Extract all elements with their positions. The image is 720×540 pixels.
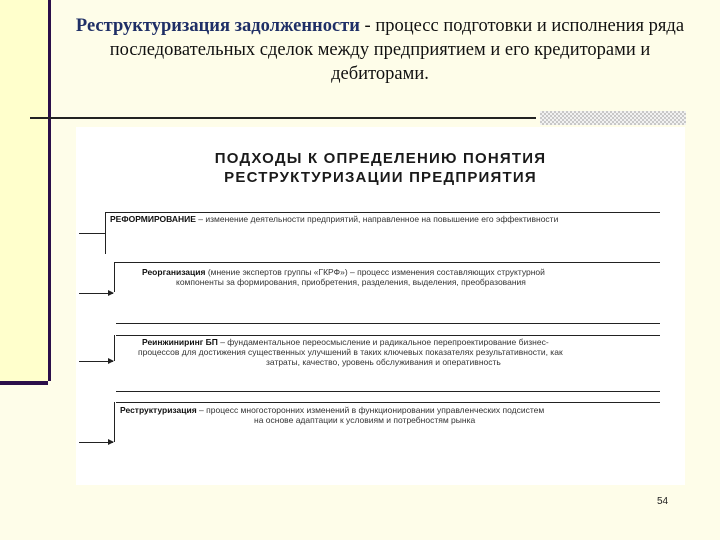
definition-reorganization-line-1: (мнение экспертов группы «ГКРФ») – процесс изменения составляющих структурной xyxy=(205,267,545,277)
definition-reengineering-line-3: затраты, качество, уровень обслуживания и оперативность xyxy=(266,357,501,367)
page-number: 54 xyxy=(657,496,669,507)
item-4-inner-rule xyxy=(116,402,660,403)
arrow-restructuring xyxy=(79,442,113,443)
definition-reengineering-line-1: – фундаментальное переосмысление и радикальное перепроектирование бизнес- xyxy=(217,337,549,347)
definition-restructuring-line-1: – процесс многосторонних изменений в функционировании управленческих подсистем xyxy=(196,405,545,415)
left-accent-strip xyxy=(0,0,51,381)
definition-reorganization-line-2: компоненты за формирования, приобретения, разделения, выделения, преобразования xyxy=(176,277,526,287)
term-reorganization: Реорганизация xyxy=(142,267,206,277)
diagram-heading-line-1: ПОДХОДЫ К ОПРЕДЕЛЕНИЮ ПОНЯТИЯ xyxy=(214,150,547,167)
item-2-left-rule xyxy=(114,262,115,292)
item-3-inner-rule xyxy=(116,335,660,336)
title-term: Реструктуризация задолженности xyxy=(75,16,360,36)
diagram-heading xyxy=(76,149,685,187)
connector-vertical xyxy=(105,212,106,254)
definition-reforming-text: – изменение деятельности предприятий, направленное на повышение его эффективности xyxy=(195,214,559,224)
item-1-top-rule xyxy=(105,212,660,213)
term-reforming: РЕФОРМИРОВАНИЕ xyxy=(110,214,196,224)
diagram-panel xyxy=(76,127,685,485)
item-4-top-rule xyxy=(116,391,660,392)
arrow-reengineering xyxy=(79,361,113,362)
definition-restructuring-line-2: на основе адаптации к условиям и потребностям рынка xyxy=(254,415,476,425)
item-3-left-rule xyxy=(114,335,115,361)
term-reengineering: Реинжиниринг БП xyxy=(142,337,218,347)
item-4-left-rule xyxy=(114,402,115,442)
diagram-heading-line-2: РЕСТРУКТУРИЗАЦИИ ПРЕДПРИЯТИЯ xyxy=(224,169,537,186)
title-divider-pattern xyxy=(540,111,686,125)
arrow-reorganization xyxy=(79,293,113,294)
definition-reengineering-line-2: процессов для достижения существенных улучшений в таких ключевых показателях результативности, как xyxy=(138,347,563,357)
item-1-bottom-rule xyxy=(114,262,660,263)
title-divider xyxy=(30,117,536,119)
term-restructuring: Реструктуризация xyxy=(120,405,197,415)
definition-reforming xyxy=(110,214,558,225)
connector-top-branch xyxy=(79,233,105,234)
slide-title xyxy=(60,14,700,86)
item-3-top-rule xyxy=(116,323,660,324)
left-accent-strip-base xyxy=(0,381,48,385)
title-text: - процесс подготовки и исполнения ряда последовательных сделок между предприятием и его кредиторами и дебиторами. xyxy=(109,16,685,84)
